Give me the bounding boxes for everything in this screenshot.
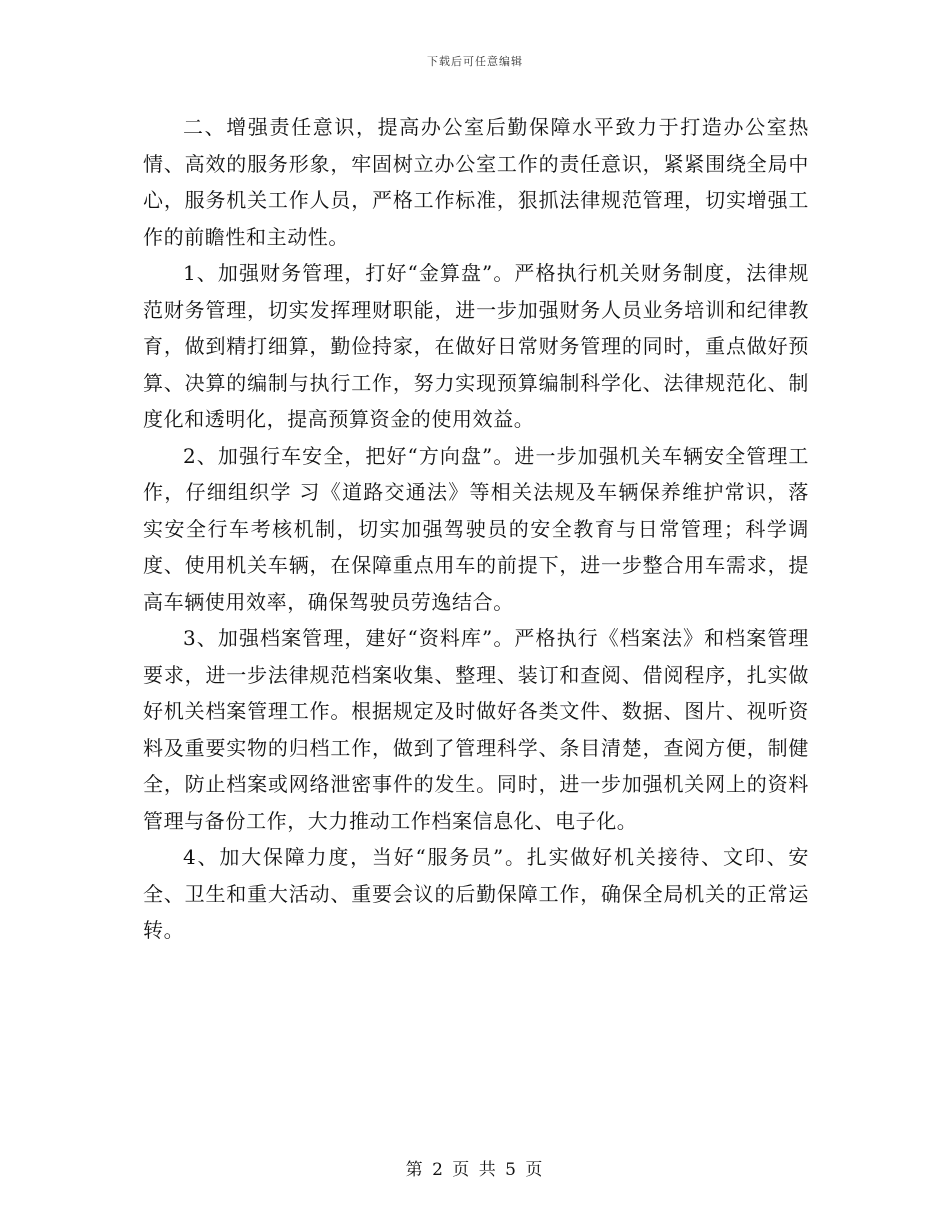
paragraph-responsibility: 二、增强责任意识，提高办公室后勤保障水平致力于打造办公室热情、高效的服务形象，牢固树立办公室工作的责任意识，紧紧围绕全局中心，服务机关工作人员，严格工作标准，狠抓法律规范管理，切实增强工作的前瞻性和主动性。 xyxy=(143,115,809,249)
paragraph-archives: 3、加强档案管理，建好“资料库”。严格执行《档案法》和档案管理要求，进一步法律规范档案收集、整理、装订和查阅、借阅程序，扎实做好机关档案管理工作。根据规定及时做好各类文件、数据、图片、视听资料及重要实物的归档工作，做到了管理科学、条目清楚，查阅方便，制健全，防止档案或网络泄密事件的发生。同时，进一步加强机关网上的资料管理与备份工作，大力推动工作档案信息化、电子化。 xyxy=(143,626,809,833)
paragraph-vehicle-safety: 2、加强行车安全，把好“方向盘”。进一步加强机关车辆安全管理工作，仔细组织学 习《道路交通法》等相关法规及车辆保养维护常识，落实安全行车考核机制，切实加强驾驶员的安全教育与日常管理；科学调度、使用机关车辆，在保障重点用车的前提下，进一步整合用车需求，提高车辆使用效率，确保驾驶员劳逸结合。 xyxy=(143,443,809,614)
paragraph-finance: 1、加强财务管理，打好“金算盘”。严格执行机关财务制度，法律规范财务管理，切实发挥理财职能，进一步加强财务人员业务培训和纪律教育，做到精打细算，勤俭持家，在做好日常财务管理的同时，重点做好预算、决算的编制与执行工作，努力实现预算编制科学化、法律规范化、制度化和透明化，提高预算资金的使用效益。 xyxy=(143,261,809,431)
paragraph-service: 4、加大保障力度，当好“服务员”。扎实做好机关接待、文印、安全、卫生和重大活动、重要会议的后勤保障工作，确保全局机关的正常运转。 xyxy=(143,845,809,942)
page-number: 第 2 页 共 5 页 xyxy=(405,1160,545,1180)
header-note: 下载后可任意编辑 xyxy=(427,55,523,68)
document-body xyxy=(143,109,809,949)
